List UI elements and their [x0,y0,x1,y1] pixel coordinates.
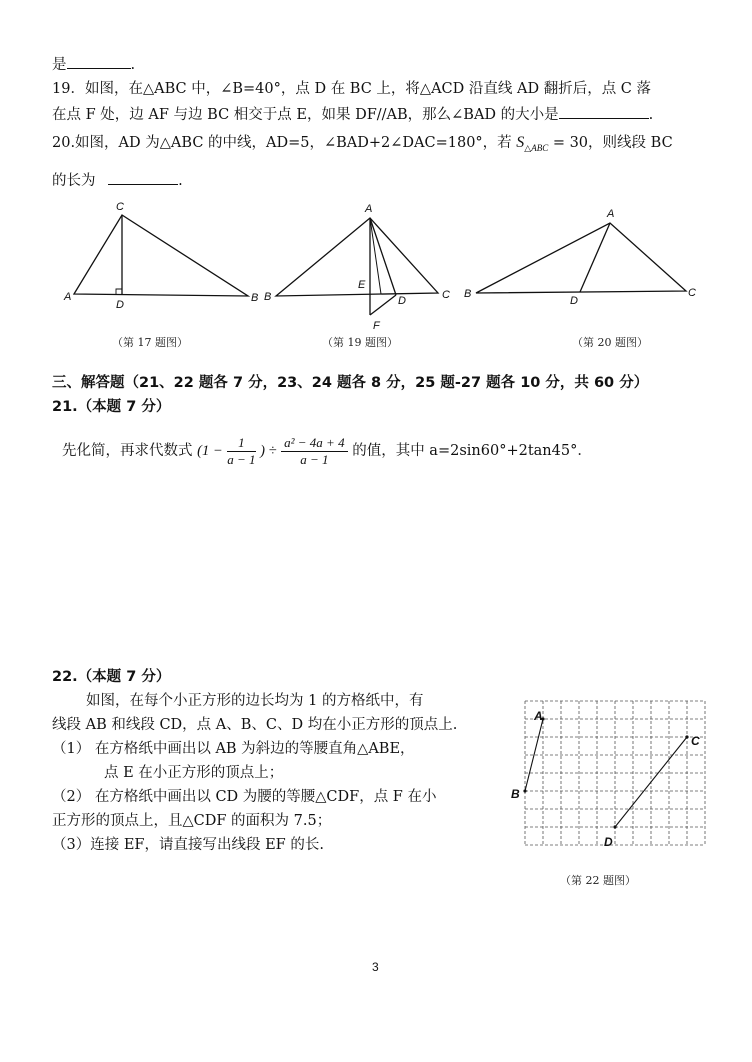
fraction-2: $\frac{\text{a² − 4a + 4}}{a - 1}$ [281,435,347,468]
figure-19 [262,198,457,338]
label-20-C: C [688,287,696,299]
answer-blank-18[interactable] [67,54,131,69]
label-17-A: A [64,291,72,303]
q22-part1a: （1） 在方格纸中画出以 AB 为斜边的等腰直角△ABE， [52,741,415,757]
q22-intro2: 线段 AB 和线段 CD，点 A、B、C、D 均在小正方形的顶点上. [52,717,458,733]
fraction-1: $\frac{1}{a - 1}$ [227,434,256,467]
q22-heading: 22.（本题 7 分） [52,669,171,685]
q22-part1b: 点 E 在小正方形的顶点上； [104,765,284,781]
q20-line1: 20.如图，AD 为△ABC 的中线，AD=5，∠BAD+2∠DAC=180°，若 $S_{\triangle ABC} = 30$，则线段 BC [52,134,673,154]
label-19-A: A [365,203,373,215]
label-17-D: D [116,299,124,311]
area-symbol: $S_{\triangle ABC}$ [516,134,549,154]
label-22-B: B [511,787,520,801]
label-20-B: B [464,288,472,300]
label-19-D: D [398,295,406,307]
label-22-C: C [691,734,700,748]
label-19-B: B [264,291,272,303]
page-number: 3 [372,960,379,974]
caption-fig19: （第 19 题图） [322,336,398,349]
label-22-A: A [534,709,543,723]
label-22-D: D [604,835,613,849]
q20-line2: 的长为 . [52,170,183,190]
answer-blank-20[interactable] [108,170,178,185]
section-3-title: 三、解答题（21、22 题各 7 分，23、24 题各 8 分，25 题-27 题各 10 分，共 60 分） [52,375,649,391]
label-17-B: B [251,292,259,304]
q22-part2a: （2） 在方格纸中画出以 CD 为腰的等腰△CDF，点 F 在小 [52,789,437,805]
figure-22-grid [506,690,720,860]
q22-part2b: 正方形的顶点上，且△CDF 的面积为 7.5； [52,813,332,829]
label-19-C: C [442,289,450,301]
caption-fig22: （第 22 题图） [560,874,636,887]
q19-line2: 在点 F 处，边 AF 与边 BC 相交于点 E，如果 DF//AB，那么∠BAD 的大小是 . [52,104,653,124]
caption-fig20: （第 20 题图） [572,336,648,349]
q18-tail: 是 . [52,54,135,74]
q22-intro1: 如图，在每个小正方形的边长均为 1 的方格纸中，有 [86,693,424,709]
q19-line1: 19．如图，在△ABC 中，∠B=40°，点 D 在 BC 上，将△ACD 沿直线 AD 翻折后，点 C 落 [52,81,652,97]
q22-part3: （3）连接 EF，请直接写出线段 EF 的长. [52,837,324,853]
label-20-D: D [570,295,578,307]
label-19-F: F [373,320,380,332]
label-17-C: C [116,201,124,213]
label-20-A: A [607,208,615,220]
q21-expression: 先化简，再求代数式 (1 − $\frac{1}{a - 1}$ ) ÷ $\frac{\text{a² − 4a + 4}}{a - 1}$ 的值，其中 a=2sin60°+2tan45°． [62,434,592,467]
caption-fig17: （第 17 题图） [112,336,188,349]
q21-heading: 21.（本题 7 分） [52,399,171,415]
label-19-E: E [358,279,366,291]
figure-20 [462,198,702,313]
figure-17 [60,198,265,313]
answer-blank-19[interactable] [559,104,649,119]
